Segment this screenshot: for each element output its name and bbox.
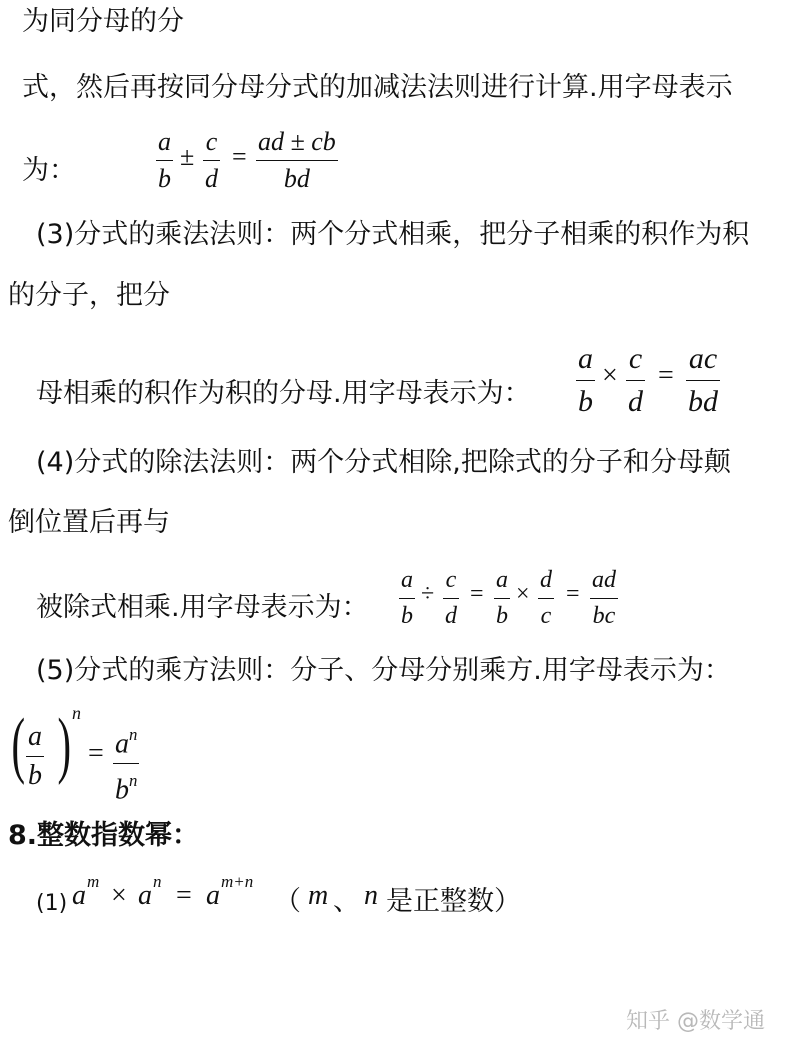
exponent-n: n xyxy=(72,703,81,723)
denominator: d xyxy=(628,385,643,418)
base-2: a xyxy=(138,880,152,911)
numerator: c xyxy=(443,563,459,599)
numerator: c xyxy=(203,124,220,161)
fraction-result xyxy=(590,563,618,634)
denominator: b xyxy=(578,385,593,418)
equals-operator: = xyxy=(470,581,484,607)
times-operator: × xyxy=(111,880,127,911)
left-paren: ( xyxy=(11,704,26,786)
text-line-8: 倒位置后再与 xyxy=(8,507,170,538)
exponent-m-plus-n: m+n xyxy=(221,872,254,891)
fraction-a-b xyxy=(26,718,44,795)
text-line-3: 为： xyxy=(22,155,76,186)
text-line-4: (3)分式的乘法法则：两个分式相乘，把分子相乘的积作为积 xyxy=(36,219,750,250)
fraction-a-b xyxy=(156,124,173,197)
times-operator: × xyxy=(602,360,618,391)
numerator: ac xyxy=(686,338,720,381)
denominator: b xyxy=(158,164,171,193)
text-line-6: 母相乘的积作为积的分母.用字母表示为： xyxy=(36,378,531,409)
text-line-7: (4)分式的除法法则：两个分式相除,把除式的分子和分母颠 xyxy=(36,447,731,478)
denominator xyxy=(113,764,139,809)
denominator: bd xyxy=(283,164,310,193)
equals-operator-2: = xyxy=(566,581,580,607)
base-3: a xyxy=(206,880,220,911)
numerator: d xyxy=(538,563,554,599)
numerator: ad ± cb xyxy=(256,124,338,161)
section-8-heading: 8.整数指数幂： xyxy=(8,820,200,851)
numerator-base: a xyxy=(115,728,129,760)
fraction-c-d xyxy=(443,563,459,634)
note-n: n xyxy=(364,880,378,911)
times-operator: × xyxy=(516,581,530,607)
right-paren: ) xyxy=(57,704,72,786)
denominator: b xyxy=(496,603,508,629)
base-1: a xyxy=(72,880,86,911)
numerator: a xyxy=(576,338,595,381)
numerator: a xyxy=(26,718,44,757)
equals-operator: = xyxy=(176,880,192,911)
denominator: bc xyxy=(592,603,616,629)
denominator: bd xyxy=(688,385,718,418)
fraction-result xyxy=(686,338,720,423)
denominator: c xyxy=(540,603,552,629)
fraction-c-d xyxy=(203,124,220,197)
numerator-exponent: n xyxy=(129,725,138,744)
equals-operator: = xyxy=(232,142,247,171)
zhihu-watermark: 知乎 @数学通 xyxy=(626,1009,765,1034)
fraction-c-d xyxy=(626,338,645,423)
note-separator: 、 xyxy=(333,886,360,917)
fraction-a-b-2 xyxy=(494,563,510,634)
note-m: m xyxy=(308,880,329,911)
denominator: b xyxy=(401,603,413,629)
denominator: b xyxy=(28,760,42,791)
divide-operator: ÷ xyxy=(421,581,435,607)
numerator: c xyxy=(626,338,645,381)
numerator: a xyxy=(156,124,173,161)
fraction-result xyxy=(113,718,139,810)
plus-minus-operator: ± xyxy=(180,142,195,171)
numerator: ad xyxy=(590,563,618,599)
equals-operator: = xyxy=(658,360,674,391)
fraction-result xyxy=(256,124,338,197)
denominator-base: b xyxy=(115,774,129,806)
note-text: 是正整数） xyxy=(386,886,521,917)
denominator: d xyxy=(205,164,218,193)
note-open-paren: （ xyxy=(274,886,301,917)
text-line-1: 为同分母的分 xyxy=(22,6,184,37)
equals-operator: = xyxy=(88,738,104,769)
denominator-exponent: n xyxy=(129,771,138,791)
text-line-9: 被除式相乘.用字母表示为： xyxy=(36,592,369,623)
numerator xyxy=(113,718,139,764)
text-line-5: 的分子，把分 xyxy=(8,280,170,311)
item-1-label: (1) xyxy=(36,891,68,916)
numerator: a xyxy=(494,563,510,599)
denominator: d xyxy=(445,603,457,629)
fraction-a-b xyxy=(576,338,595,423)
exponent-n: n xyxy=(153,872,162,891)
text-line-10: (5)分式的乘方法则：分子、分母分别乘方.用字母表示为： xyxy=(36,655,731,686)
numerator: a xyxy=(399,563,415,599)
fraction-d-c xyxy=(538,563,554,634)
exponent-m: m xyxy=(87,872,100,891)
text-line-2: 式，然后再按同分母分式的加减法法则进行计算.用字母表示 xyxy=(22,72,733,103)
fraction-a-b xyxy=(399,563,415,634)
